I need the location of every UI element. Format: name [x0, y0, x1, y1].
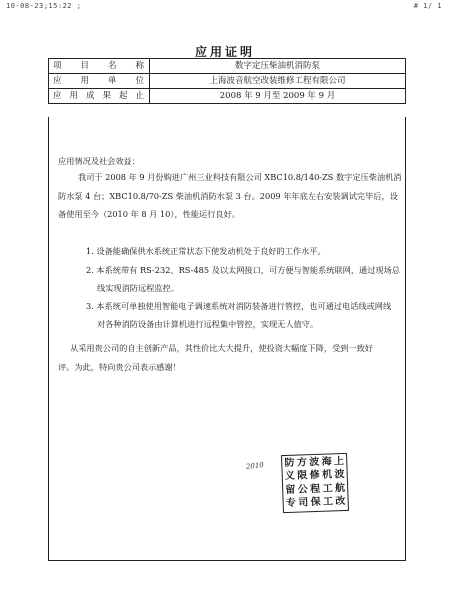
info-row-project: [49, 59, 406, 74]
fax-timestamp: 10-08-23;15:22 ;: [6, 2, 82, 10]
body-heading: 应用情况及社会效益：: [58, 156, 140, 166]
seal-character: 工: [322, 483, 333, 495]
closing-paragraph-line: 评。为此，特向贵公司表示感谢！: [58, 362, 181, 372]
seal-character: 方: [296, 457, 308, 469]
bullet-item-2-cont: 线实现消防远程监控。: [97, 283, 179, 293]
info-table: [48, 58, 406, 104]
info-label-unit: 应用单位: [49, 74, 150, 89]
seal-character: 波: [309, 456, 320, 468]
info-row-unit: [49, 74, 406, 89]
seal-character: 上: [333, 455, 345, 468]
info-label-period: 应用成果起止: [49, 89, 150, 104]
seal-character: 程: [310, 483, 321, 495]
seal-character: 工: [322, 496, 334, 508]
seal-character: 机: [321, 469, 333, 481]
info-value-project: 数字定压柴油机消防泵: [150, 59, 406, 74]
paragraph-line: 防水泵 4 台；XBC10.8/70-ZS 柴油机消防水泵 3 台。2009 年年底左右安装调试完毕后，设: [58, 191, 398, 201]
paragraph-line: 我司于 2008 年 9 月份购进广州三业科技有限公司 XBC10.8/140-ZS 数字定压柴油机消: [78, 172, 402, 182]
info-row-period: [49, 89, 406, 104]
body-frame: [48, 117, 406, 561]
seal-character: 留: [285, 484, 296, 496]
signature-date: 2010: [245, 461, 265, 471]
info-value-period: 2008 年 9 月至 2009 年 9 月: [150, 89, 406, 104]
seal-character: 限: [297, 470, 308, 482]
bullet-item-2: 2. 本系统带有 RS-232、RS-485 及以太网接口，可方便与智能系统联网，通过现场总: [86, 265, 400, 275]
info-label-project: 项目名称: [49, 59, 150, 74]
seal-character: 波: [334, 469, 345, 481]
closing-paragraph-line: 从采用贵公司的自主创新产品，其性价比大大提升，使投资大幅度下降，受到一致好: [70, 343, 373, 353]
bullet-item-3-cont: 对各种消防设备由计算机进行远程集中管控，实现无人值守。: [97, 319, 319, 329]
seal-character: 航: [334, 482, 346, 495]
document-title: 应用证明: [194, 45, 255, 59]
seal-character: 专: [285, 497, 297, 510]
fax-page-count: # 1/ 1: [413, 2, 442, 10]
paragraph-line: 备使用至今（2010 年 8 月 10），性能运行良好。: [58, 209, 240, 219]
seal-character: 司: [298, 497, 309, 509]
info-value-unit: 上海波音航空改装维修工程有限公司: [150, 74, 406, 89]
company-seal: [281, 453, 349, 513]
fax-header: [6, 2, 442, 12]
bullet-item-1: 1. 设备能确保供水系统正常状态下使发动机处于良好的工作水平。: [86, 246, 326, 256]
seal-character: 海: [321, 456, 332, 468]
seal-character: 防: [284, 457, 295, 469]
seal-character: 公: [297, 484, 309, 496]
bullet-item-3: 3. 本系统可单独使用智能电子调速系统对消防装备进行管控，也可通过电话线或网线: [86, 301, 392, 311]
seal-character: 义: [284, 470, 296, 483]
seal-character: 修: [309, 470, 320, 482]
seal-character: 改: [335, 496, 346, 508]
seal-character: 保: [310, 497, 321, 509]
